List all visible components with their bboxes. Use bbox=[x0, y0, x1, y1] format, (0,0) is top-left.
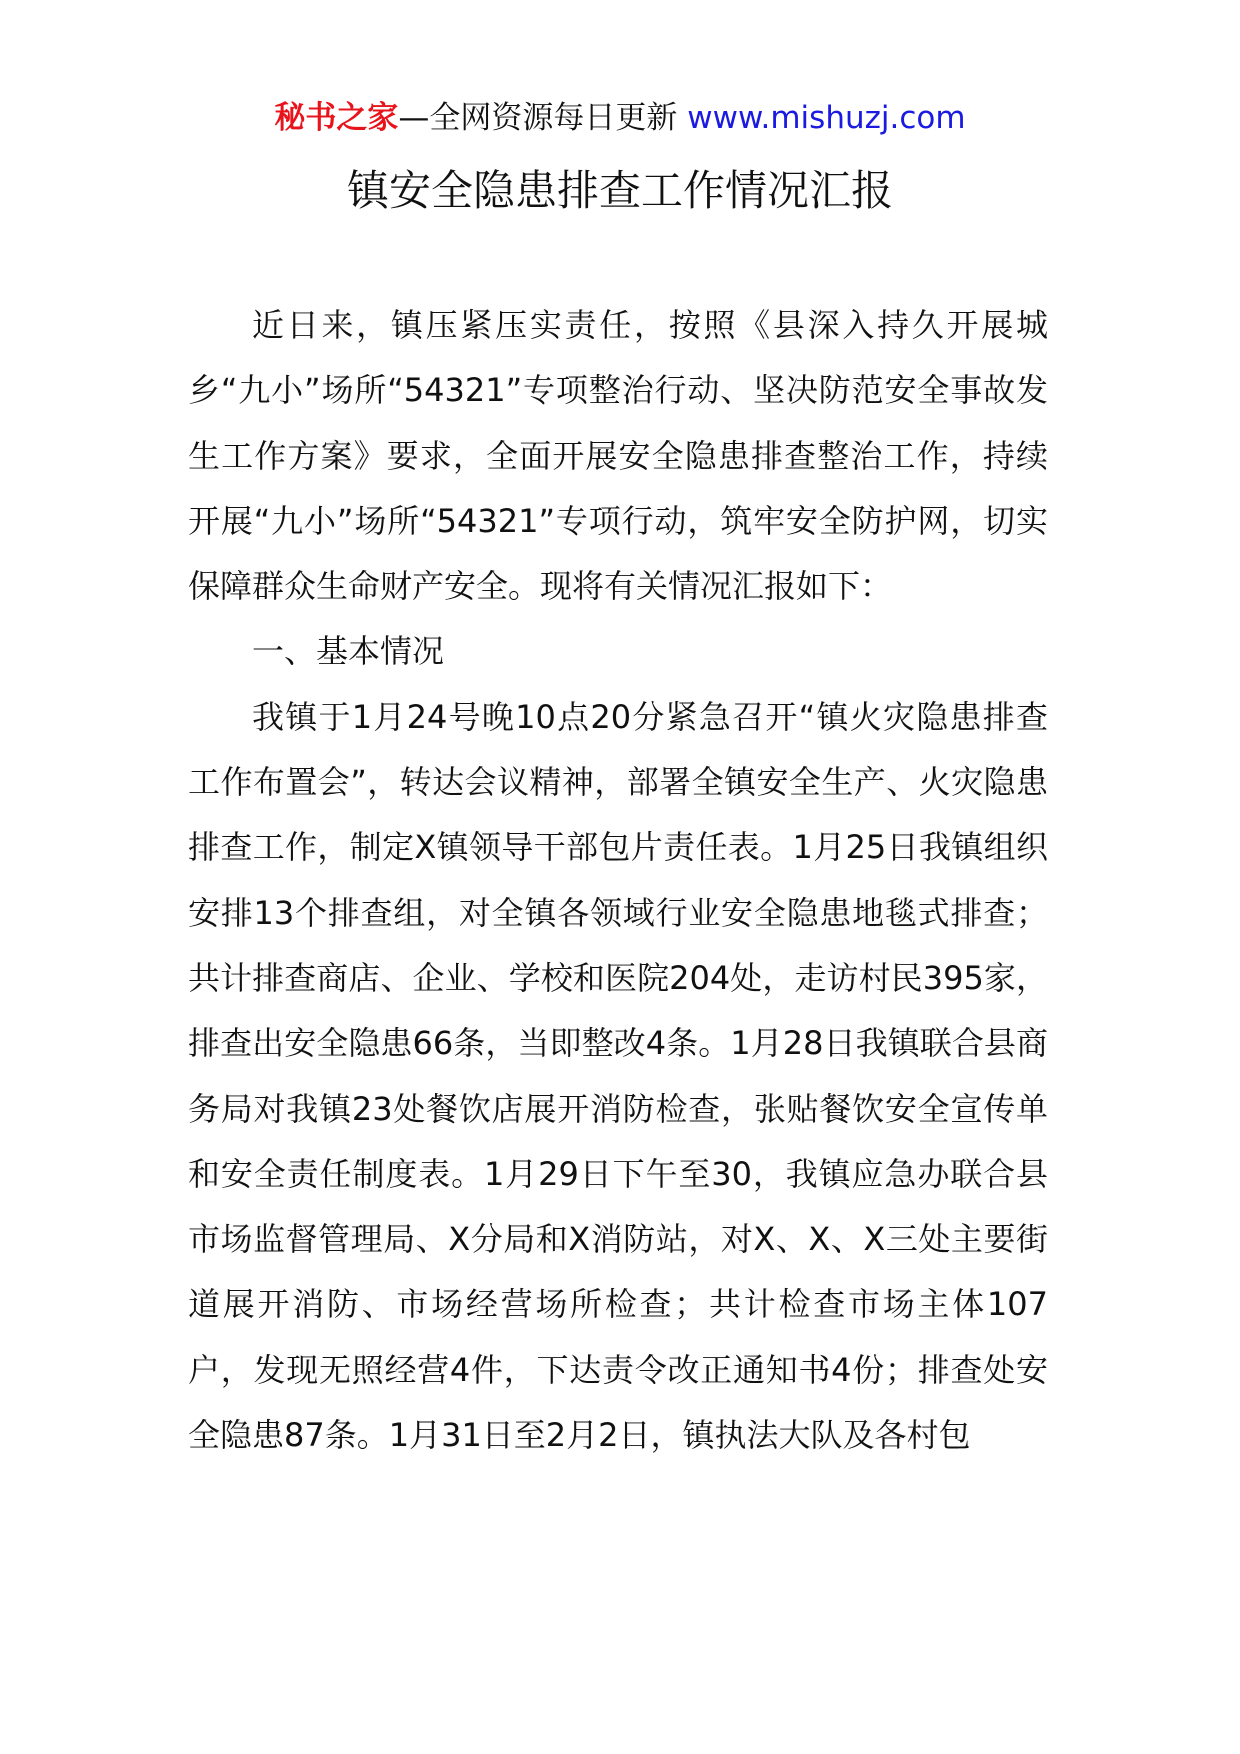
site-header bbox=[0, 98, 1240, 138]
brand-name: 秘书之家 bbox=[274, 100, 399, 136]
paragraph-basic-situation: 我镇于1月24号晚10点20分紧急召开“镇火灾隐患排查工作布置会”，转达会议精神，部署全镇安全生产、火灾隐患排查工作，制定X镇领导干部包片责任表。1月25日我镇组织安排13个排查组，对全镇各领域行业安全隐患地毯式排查；共计排查商店、企业、学校和医院204处，走访村民395家，排查出安全隐患66条，当即整改4条。1月28日我镇联合县商务局对我镇23处餐饮店展开消防检查，张贴餐饮安全宣传单和安全责任制度表。1月29日下午至30，我镇应急办联合县市场监督管理局、X分局和X消防站，对X、X、X三处主要街道展开消防、市场经营场所检查；共计检查市场主体107户，发现无照经营4件，下达责令改正通知书4份；排查处安全隐患87条。1月31日至2月2日，镇执法大队及各村包 bbox=[188, 697, 1048, 1455]
site-url-link[interactable]: www.mishuzj.com bbox=[687, 100, 966, 136]
section-heading-basic-situation: 一、基本情况 bbox=[252, 632, 445, 671]
document-body bbox=[188, 293, 1048, 1468]
paragraph-intro: 近日来，镇压紧压实责任，按照《县深入持久开展城乡“九小”场所“54321”专项整治行动、坚决防范安全事故发生工作方案》要求，全面开展安全隐患排查整治工作，持续开展“九小”场所“54321”专项行动，筑牢安全防护网，切实保障群众生命财产安全。现将有关情况汇报如下： bbox=[188, 306, 1048, 606]
site-slogan: —全网资源每日更新 bbox=[398, 100, 678, 136]
document-title: 镇安全隐患排查工作情况汇报 bbox=[346, 166, 893, 215]
